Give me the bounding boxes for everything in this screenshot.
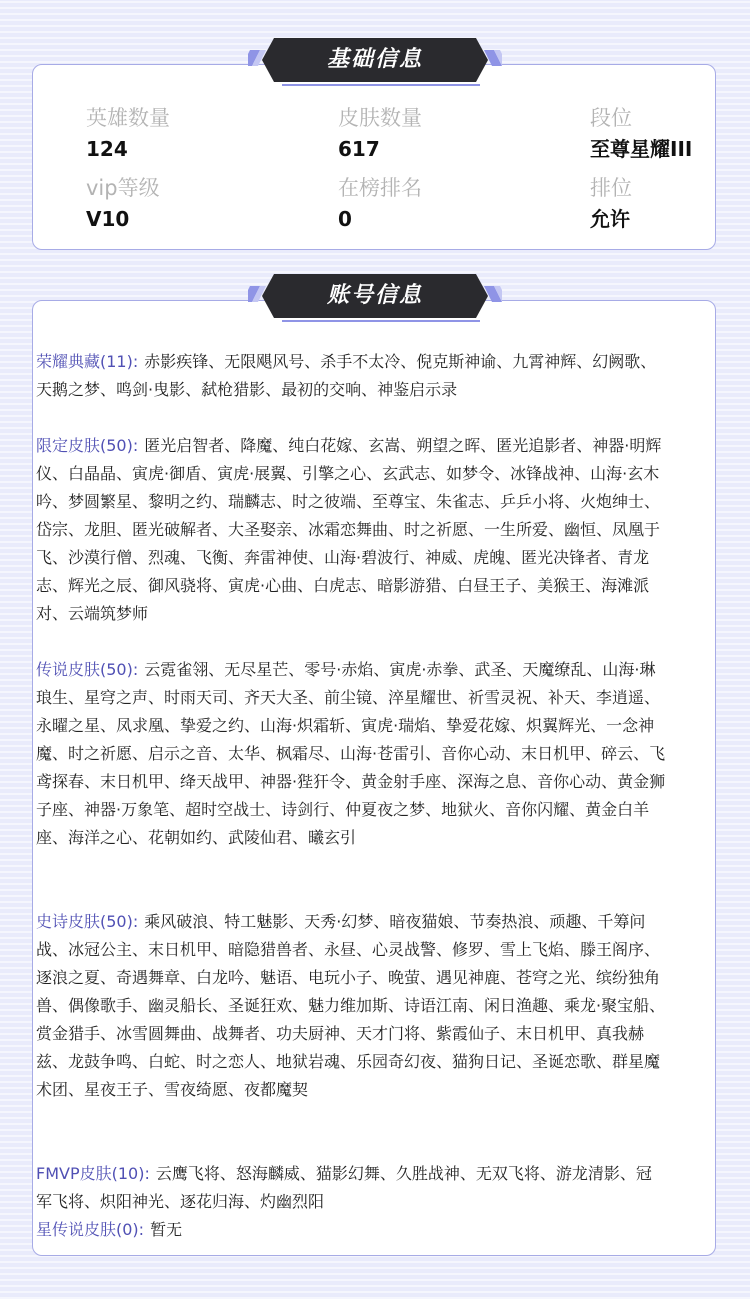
- account-info-title: 账号信息: [326, 283, 423, 308]
- account-info-banner: [248, 274, 502, 322]
- stat-leaderboard-rank: [338, 174, 422, 233]
- stat-value: 617: [338, 137, 380, 161]
- section-items: 云霓雀翎、无尽星芒、零号·赤焰、寅虎·赤拳、武圣、天魔缭乱、山海·琳琅生、星穹之声、时雨天司、齐天大圣、前尘镜、淬星耀世、祈雪灵祝、补天、李逍遥、永曜之星、凤求凰、挚爱之约、山海·炽霜斩、寅虎·瑞焰、挚爱花嫁、炽翼辉光、一念神魔、时之祈愿、启示之音、太华、枫霜尽、山海·苍雷引、音你心动、末日机甲、碎云、飞鸢探春、末日机甲、绛天战甲、神器·狴犴令、黄金射手座、深海之息、音你心动、黄金狮子座、神器·万象笔、超时空战士、诗剑行、仲夏夜之梦、地狱火、音你闪耀、黄金白羊座、海洋之心、花朝如约、武陵仙君、曦玄引: [36, 660, 666, 847]
- section-legend-skins: [36, 656, 666, 852]
- section-label: 史诗皮肤(50):: [36, 912, 139, 931]
- stat-label: vip等级: [86, 176, 160, 200]
- stat-value: 124: [86, 137, 128, 161]
- stat-ranked-allowed: [590, 174, 632, 233]
- section-label: 传说皮肤(50):: [36, 660, 139, 679]
- section-epic-skins: [36, 908, 666, 1104]
- stat-vip-level: [86, 174, 160, 233]
- section-items: 赤影疾锋、无限飓风号、杀手不太冷、倪克斯神谕、九霄神辉、幻阙歌、天鹅之梦、鸣剑·曳影、弑枪猎影、最初的交响、神鉴启示录: [36, 352, 657, 399]
- section-items: 乘风破浪、特工魅影、天秀·幻梦、暗夜猫娘、节奏热浪、顽趣、千筹问战、冰冠公主、末日机甲、暗隐猎兽者、永昼、心灵战警、修罗、雪上飞焰、滕王阁序、逐浪之夏、奇遇舞章、白龙吟、魅语、电玩小子、晚萤、遇见神鹿、苍穹之光、缤纷独角兽、偶像歌手、幽灵船长、圣诞狂欢、魅力维加斯、诗语江南、闲日渔趣、乘龙·聚宝船、赏金猎手、冰雪圆舞曲、战舞者、功夫厨神、天才门将、紫霞仙子、末日机甲、真我赫兹、龙鼓争鸣、白蛇、时之恋人、地狱岩魂、乐园奇幻夜、猫狗日记、圣诞恋歌、群星魔术团、星夜王子、雪夜绮愿、夜都魔契: [36, 912, 666, 1099]
- stat-rank-tier: [590, 104, 692, 163]
- section-glory-collection: [36, 348, 666, 404]
- section-items: 匿光启智者、降魔、纯白花嫁、玄嵩、朔望之晖、匿光追影者、神器·明辉仪、白晶晶、寅虎·御盾、寅虎·展翼、引擎之心、玄武志、如梦令、冰锋战神、山海·玄木吟、梦圆繁星、黎明之约、瑞麟志、时之彼端、至尊宝、朱雀志、乒乒小将、火炮绅士、岱宗、龙胆、匿光破解者、大圣娶亲、冰霜恋舞曲、时之祈愿、一生所爱、幽恒、凤凰于飞、沙漠行僧、烈魂、飞衡、奔雷神使、山海·碧波行、神威、虎魄、匿光决锋者、青龙志、辉光之辰、御风骁将、寅虎·心曲、白虎志、暗影游猎、白昼王子、美猴王、海滩派对、云端筑梦师: [36, 436, 662, 623]
- stat-skin-count: [338, 104, 422, 163]
- section-label: 星传说皮肤(0):: [36, 1220, 145, 1239]
- stat-value: 允许: [590, 207, 630, 231]
- stat-value: V10: [86, 207, 130, 231]
- section-star-legend-skins: [36, 1216, 666, 1244]
- stat-label: 英雄数量: [86, 106, 170, 130]
- stat-hero-count: [86, 104, 170, 163]
- stat-value: 至尊星耀III: [590, 137, 693, 161]
- stat-label: 段位: [590, 106, 632, 130]
- section-label: 荣耀典藏(11):: [36, 352, 139, 371]
- stat-value: 0: [338, 207, 352, 231]
- section-items: 暂无: [150, 1220, 183, 1239]
- basic-info-title: 基础信息: [326, 47, 423, 72]
- stat-label: 排位: [590, 176, 632, 200]
- section-limited-skins: [36, 432, 666, 628]
- basic-info-banner: [248, 38, 502, 86]
- section-fmvp-skins: [36, 1160, 666, 1216]
- section-label: FMVP皮肤(10):: [36, 1164, 150, 1183]
- stat-label: 皮肤数量: [338, 106, 422, 130]
- section-items: 云鹰飞将、怒海麟威、猫影幻舞、久胜战神、无双飞将、游龙清影、冠军飞将、炽阳神光、逐花归海、灼幽烈阳: [36, 1164, 652, 1211]
- section-label: 限定皮肤(50):: [36, 436, 139, 455]
- stat-label: 在榜排名: [338, 176, 422, 200]
